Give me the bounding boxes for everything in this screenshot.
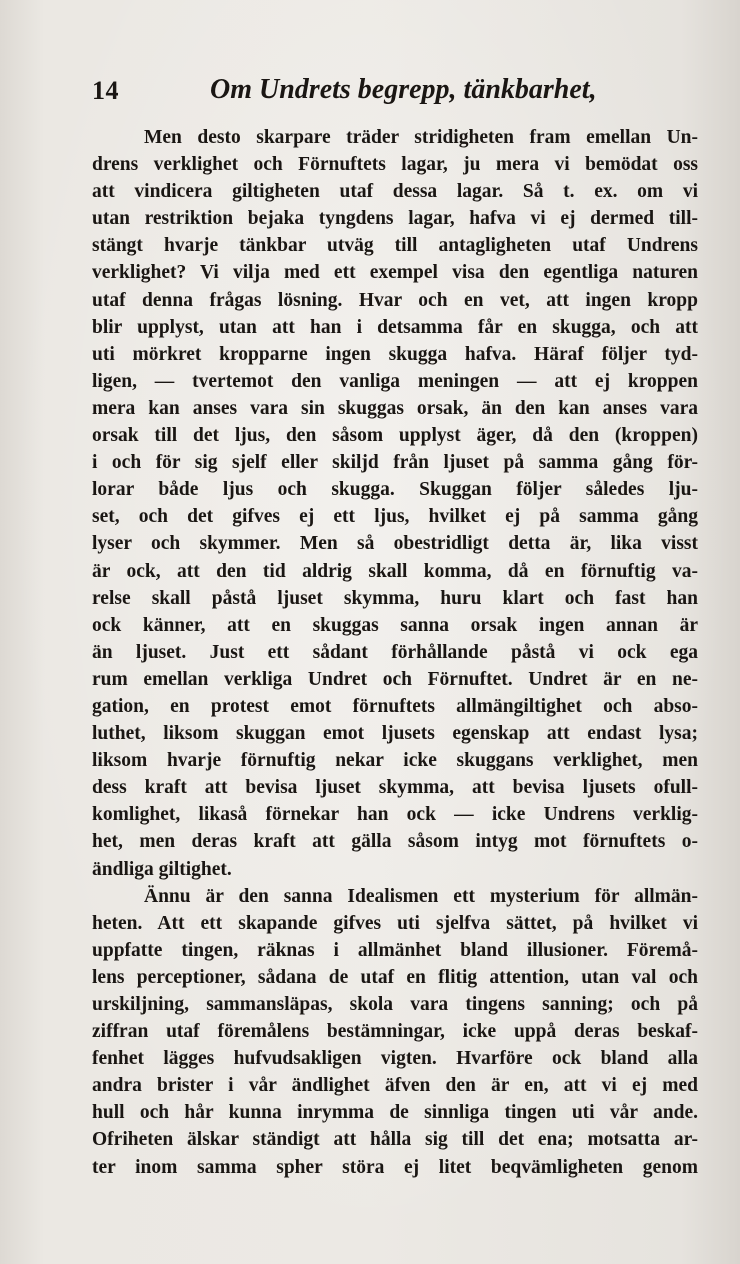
text-line: uppfatte tingen, räknas i allmänhet bland illusioner. Föremå- xyxy=(92,939,698,961)
text-line: ändliga giltighet. xyxy=(92,858,232,880)
text-line: ligen, — tvertemot den vanliga meningen — att ej kroppen xyxy=(92,370,698,392)
running-title: Om Undrets begrepp, tänkbarhet, xyxy=(210,74,597,105)
page-number: 14 xyxy=(92,76,119,105)
text-line: verklighet? Vi vilja med ett exempel visa den egentliga naturen xyxy=(92,262,698,284)
text-line: att vindicera giltigheten utaf dessa lagar. Så t. ex. om vi xyxy=(92,181,698,203)
body-text xyxy=(92,124,698,1181)
text-line: liksom hvarje förnuftig nekar icke skuggans verklighet, men xyxy=(92,750,698,772)
text-line: hull och hår kunna inrymma de sinnliga tingen uti vår ande. xyxy=(92,1102,698,1124)
text-line: Men desto skarpare träder stridigheten fram emellan Un- xyxy=(144,127,698,148)
text-line: het, men deras kraft att gälla såsom intyg mot förnuftets o- xyxy=(92,831,698,853)
text-line: utan restriktion bejaka tyngdens lagar, hafva vi ej dermed till- xyxy=(92,208,698,230)
text-line: lyser och skymmer. Men så obestridligt detta är, lika visst xyxy=(92,533,698,555)
text-line: andra brister i vår ändlighet äfven den är en, att vi ej med xyxy=(92,1075,698,1097)
text-line: lorar både ljus och skugga. Skuggan följer således lju- xyxy=(92,479,698,501)
text-line: stängt hvarje tänkbar utväg till antagligheten utaf Undrens xyxy=(92,235,698,257)
text-line: mera kan anses vara sin skuggas orsak, än den kan anses vara xyxy=(92,397,698,419)
text-line: ter inom samma spher störa ej litet beqvämligheten genom xyxy=(92,1156,698,1178)
running-head xyxy=(92,74,612,114)
text-line: blir upplyst, utan att han i detsamma får en skugga, och att xyxy=(92,316,698,338)
text-line: dess kraft att bevisa ljuset skymma, att bevisa ljusets ofull- xyxy=(92,777,698,799)
text-line: i och för sig sjelf eller skiljd från ljuset på samma gång för- xyxy=(92,452,698,474)
text-line: Ofriheten älskar ständigt att hålla sig till det ena; motsatta ar- xyxy=(92,1129,698,1151)
text-line: ock känner, att en skuggas sanna orsak ingen annan är xyxy=(92,614,698,636)
text-line: komlighet, likaså förnekar han ock — icke Undrens verklig- xyxy=(92,804,698,826)
text-line: Ännu är den sanna Idealismen ett mysterium för allmän- xyxy=(144,885,698,907)
text-line: heten. Att ett skapande gifves uti sjelfva sättet, på hvilket vi xyxy=(92,912,698,934)
text-line: uti mörkret kropparne ingen skugga hafva. Häraf följer tyd- xyxy=(92,343,698,365)
text-line: orsak till det ljus, den såsom upplyst äger, då den (kroppen) xyxy=(92,425,698,447)
text-line: gation, en protest emot förnuftets allmängiltighet och abso- xyxy=(92,695,698,717)
text-line: utaf denna frågas lösning. Hvar och en vet, att ingen kropp xyxy=(92,289,698,311)
text-line: set, och det gifves ej ett ljus, hvilket ej på samma gång xyxy=(92,506,698,528)
text-line: fenhet lägges hufvudsakligen vigten. Hvarföre ock bland alla xyxy=(92,1048,698,1070)
text-line: än ljuset. Just ett sådant förhållande påstå vi ock ega xyxy=(92,641,698,663)
text-line: ziffran utaf föremålens bestämningar, icke uppå deras beskaf- xyxy=(92,1021,698,1043)
text-line: är ock, att den tid aldrig skall komma, då en förnuftig va- xyxy=(92,560,698,582)
text-line: drens verklighet och Förnuftets lagar, ju mera vi bemödat oss xyxy=(92,154,698,176)
text-line: rum emellan verkliga Undret och Förnuftet. Undret är en ne- xyxy=(92,668,698,690)
text-line: lens perceptioner, sådana de utaf en flitig attention, utan val och xyxy=(92,966,698,988)
text-line: luthet, liksom skuggan emot ljusets egenskap att endast lysa; xyxy=(92,723,698,745)
text-line: relse skall påstå ljuset skymma, huru klart och fast han xyxy=(92,587,698,609)
text-line: urskiljning, sammansläpas, skola vara tingens sanning; och på xyxy=(92,994,698,1015)
